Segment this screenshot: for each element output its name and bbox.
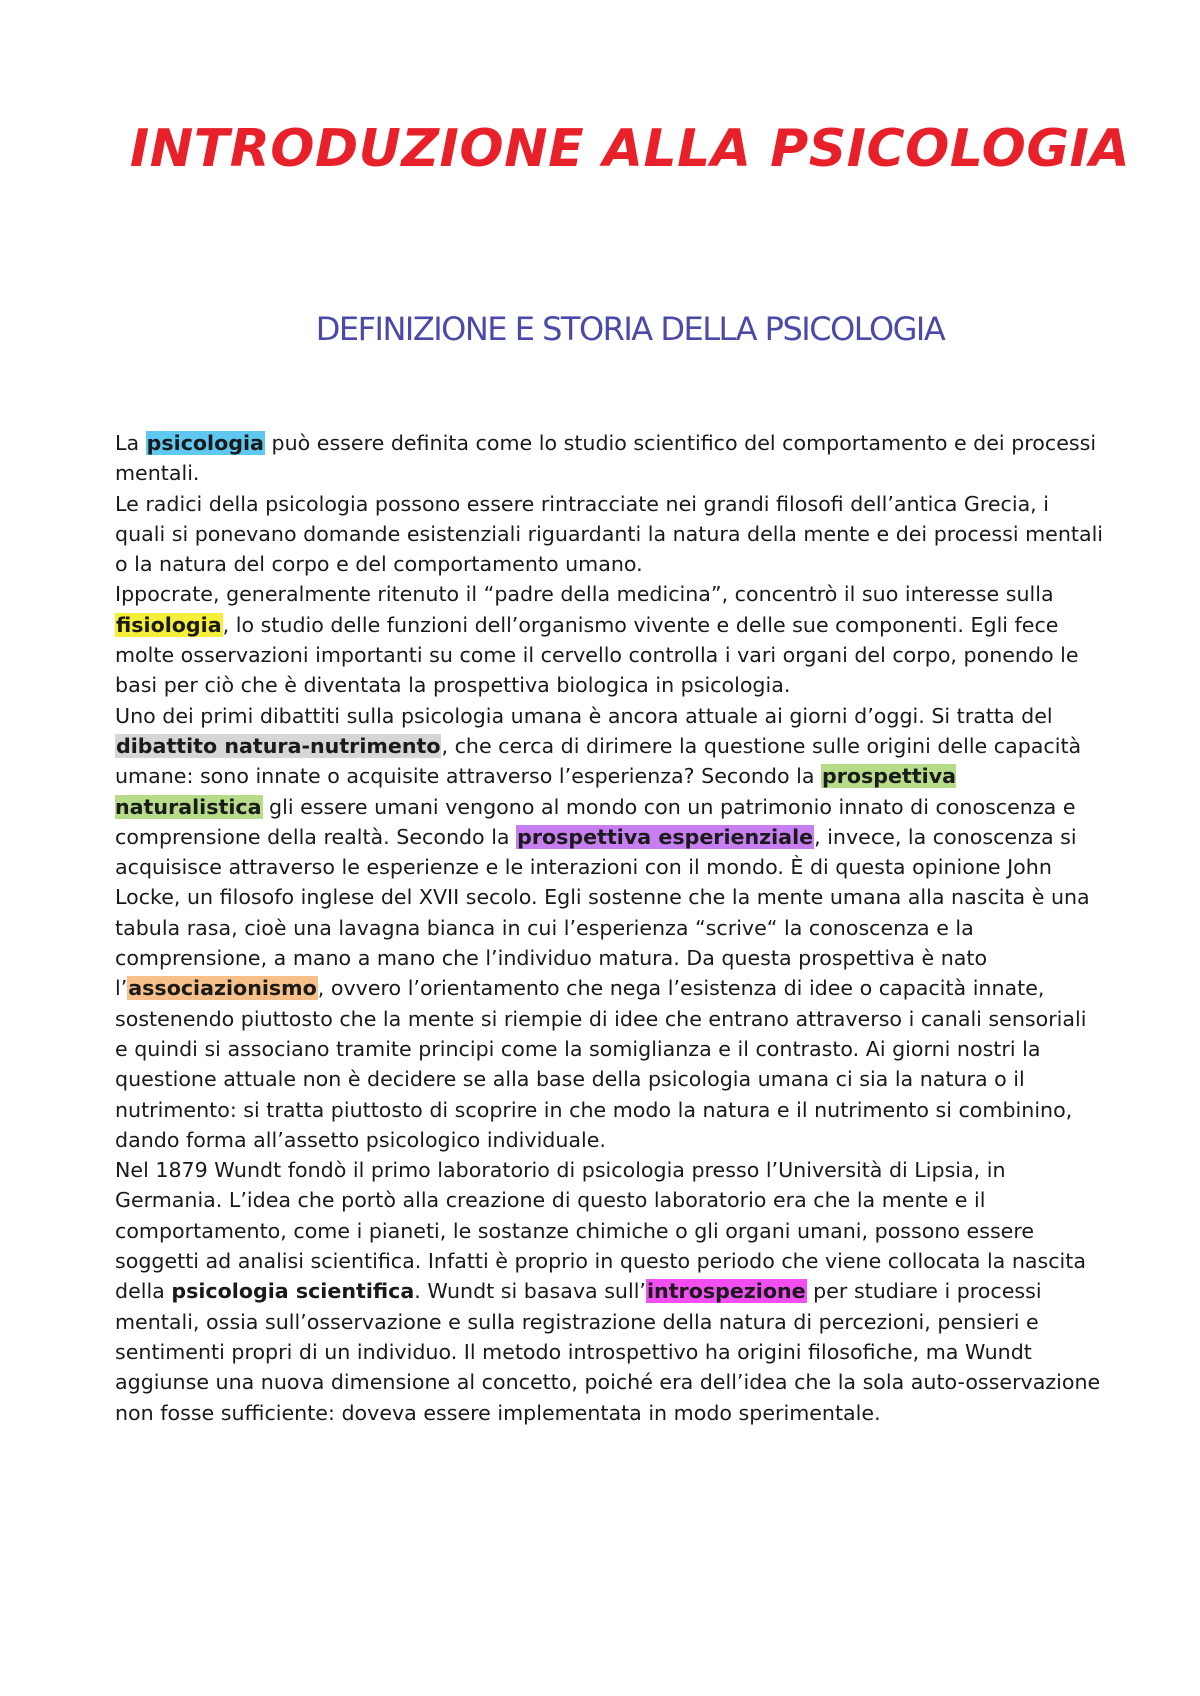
paragraph-ippocrate: Ippocrate, generalmente ritenuto il “padre della medicina”, concentrò il suo interesse sulla fisiologia, lo studio delle funzioni dell’organismo vivente e delle sue componenti. Egli fece molte osservazioni importanti su come il cervello controlla i vari organi del corpo, ponendo le basi per ciò che è diventata la prospettiva biologica in psicologia. xyxy=(115,582,1079,698)
paragraph-nature-nurture: Uno dei primi dibattiti sulla psicologia umana è ancora attuale ai giorni d’oggi. Si tratta del dibattito natura-nutrimento, che cerca di dirimere la questione sulle origini delle capacità umane: sono innate o acquisite attraverso l’esperienza? Secondo la prospettiva naturalistica gli essere umani vengono al mondo con un patrimonio innato di conoscenza e comprensione della realtà. Secondo la prospettiva esperienziale, invece, la conoscenza si acquisisce attraverso le esperienze e le interazioni con il mondo. È di questa opinione John Locke, un filosofo inglese del XVII secolo. Egli sostenne che la mente umana alla nascita è una tabula rasa, cioè una lavagna bianca in cui l’esperienza “scrive“ la conoscenza e la comprensione, a mano a mano che l’individuo matura. Da questa prospettiva è nato l’associazionismo, ovvero l’orientamento che nega l’esistenza di idee o capacità innate, sostenendo piuttosto che la mente si riempie di idee che entrano attraverso i canali sensoriali e quindi si associano tramite principi come la somiglianza e il contrasto. Ai giorni nostri la questione attuale non è decidere se alla base della psicologia umana ci sia la natura o il nutrimento: si tratta piuttosto di scoprire in che modo la natura e il nutrimento si combinino, dando forma all’assetto psicologico individuale. xyxy=(115,703,1090,1152)
highlight-prospettiva-naturalistica: prospettiva naturalistica xyxy=(115,764,957,819)
bold-psicologia-scientifica: psicologia scientifica xyxy=(171,1279,415,1304)
paragraph-wundt: Nel 1879 Wundt fondò il primo laboratorio di psicologia presso l’Università di Lipsia, in Germania. L’idea che portò alla creazione di questo laboratorio era che la mente e il comportamento, come i pianeti, le sostanze chimiche o gli organi umani, possono essere soggetti ad analisi scientifica. Infatti è proprio in questo periodo che viene collocata la nascita della psicologia scientifica. Wundt si basava sull’introspezione per studiare i processi mentali, ossia sull’osservazione e sulla registrazione della natura di percezioni, pensieri e sentimenti propri di un individuo. Il metodo introspettivo ha origini filosofiche, ma Wundt aggiunse una nuova dimensione al concetto, poiché era dell’idea che la sola auto-osservazione non fosse sufficiente: doveva essere implementata in modo sperimentale. xyxy=(115,1158,1101,1425)
paragraph-roots: Le radici della psicologia possono essere rintracciate nei grandi filosofi dell’antica Grecia, i quali si ponevano domande esistenziali riguardanti la natura della mente e dei processi mentali o la natura del corpo e del comportamento umano. xyxy=(115,491,1104,577)
highlight-dibattito: dibattito natura-nutrimento xyxy=(116,733,441,758)
paragraph-definition: La psicologia può essere definita come lo studio scientifico del comportamento e dei processi mentali. xyxy=(115,431,1097,486)
highlight-prospettiva-esperienziale: prospettiva esperienziale xyxy=(517,824,814,849)
highlight-fisiologia: fisiologia xyxy=(116,612,222,637)
highlight-psicologia: psicologia xyxy=(146,431,264,455)
document-body xyxy=(115,428,1105,1428)
document-title: INTRODUZIONE ALLA PSICOLOGIA xyxy=(129,119,1131,179)
document-subtitle: DEFINIZIONE E STORIA DELLA PSICOLOGIA xyxy=(315,310,945,348)
highlight-associazionismo: associazionismo xyxy=(128,976,317,1001)
highlight-introspezione: introspezione xyxy=(646,1279,806,1304)
